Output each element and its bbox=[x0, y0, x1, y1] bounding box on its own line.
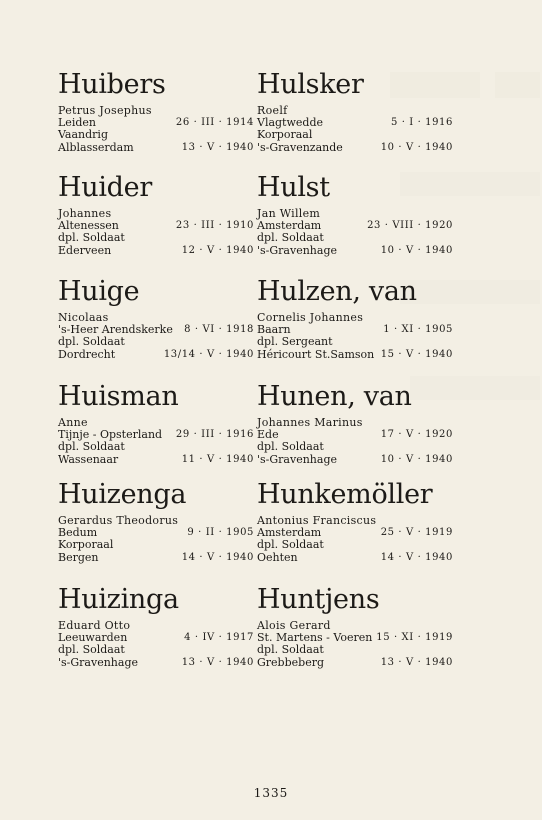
rank: dpl. Soldaat bbox=[58, 439, 125, 453]
rank: dpl. Sergeant bbox=[257, 334, 333, 348]
rank: dpl. Soldaat bbox=[257, 537, 324, 551]
death-date: 14 · V · 1940 bbox=[181, 552, 254, 563]
surname-heading: Huizinga bbox=[58, 584, 179, 615]
death-date: 12 · V · 1940 bbox=[181, 245, 254, 256]
entry-line bbox=[58, 129, 254, 141]
entry-line bbox=[257, 441, 453, 453]
place-of-death: 's-Gravenhage bbox=[58, 656, 138, 669]
death-date: 13 · V · 1940 bbox=[181, 142, 254, 153]
surname-heading: Hulsker bbox=[257, 69, 364, 100]
birth-date: 23 · III · 1910 bbox=[175, 220, 254, 231]
death-date: 15 · V · 1940 bbox=[380, 349, 453, 360]
birth-date: 15 · XI · 1919 bbox=[376, 632, 453, 643]
page-number: 1335 bbox=[253, 786, 289, 800]
memorial-entry bbox=[58, 70, 254, 154]
surname-heading: Hunen, van bbox=[257, 381, 412, 412]
birthplace: St. Martens - Voeren bbox=[257, 631, 373, 644]
rank: dpl. Soldaat bbox=[257, 439, 324, 453]
entry-line bbox=[257, 632, 453, 644]
entry-line bbox=[257, 349, 453, 361]
rank: Vaandrig bbox=[58, 127, 108, 141]
entry-line bbox=[257, 527, 453, 539]
birth-date: 26 · III · 1914 bbox=[175, 117, 254, 128]
death-date: 13 · V · 1940 bbox=[181, 657, 254, 668]
place-of-death: Héricourt St.Samson bbox=[257, 348, 375, 361]
given-names: Eduard Otto bbox=[58, 619, 131, 632]
memorial-entry bbox=[58, 173, 254, 257]
memorial-entry bbox=[257, 173, 453, 257]
place-of-death: Ederveen bbox=[58, 244, 112, 257]
entry-line bbox=[58, 429, 254, 441]
given-names: Antonius Franciscus bbox=[257, 514, 377, 527]
birth-date: 25 · V · 1919 bbox=[380, 527, 453, 538]
memorial-entry bbox=[58, 277, 254, 361]
entry-line bbox=[257, 117, 453, 129]
death-date: 13/14 · V · 1940 bbox=[163, 349, 254, 360]
death-date: 14 · V · 1940 bbox=[380, 552, 453, 563]
birth-date: 1 · XI · 1905 bbox=[383, 324, 453, 335]
entry-line bbox=[257, 232, 453, 244]
memorial-entry bbox=[257, 277, 453, 361]
surname-heading: Huntjens bbox=[257, 584, 380, 615]
rank: dpl. Soldaat bbox=[58, 642, 125, 656]
given-names: Petrus Josephus bbox=[58, 104, 152, 117]
surname-heading: Huisman bbox=[58, 381, 179, 412]
entry-line bbox=[58, 232, 254, 244]
death-date: 10 · V · 1940 bbox=[380, 142, 453, 153]
entry-line bbox=[257, 539, 453, 551]
entry-line bbox=[58, 220, 254, 232]
entry-line bbox=[58, 657, 254, 669]
place-of-death: 's-Gravenzande bbox=[257, 141, 343, 154]
given-names: Gerardus Theodorus bbox=[58, 514, 179, 527]
death-date: 10 · V · 1940 bbox=[380, 454, 453, 465]
birthplace: Ede bbox=[257, 428, 279, 441]
entry-line bbox=[257, 657, 453, 669]
birth-date: 9 · II · 1905 bbox=[187, 527, 254, 538]
birthplace: Bedum bbox=[58, 526, 98, 539]
given-names: Anne bbox=[58, 416, 88, 429]
death-date: 11 · V · 1940 bbox=[181, 454, 254, 465]
place-of-death: 's-Gravenhage bbox=[257, 244, 337, 257]
given-names: Roelf bbox=[257, 104, 288, 117]
entry-line bbox=[257, 245, 453, 257]
given-names: Alois Gerard bbox=[257, 619, 331, 632]
place-of-death: 's-Gravenhage bbox=[257, 453, 337, 466]
birthplace: Amsterdam bbox=[257, 219, 322, 232]
given-names: Johannes Marinus bbox=[257, 416, 363, 429]
place-of-death: Dordrecht bbox=[58, 348, 116, 361]
entry-line bbox=[58, 142, 254, 154]
given-names: Nicolaas bbox=[58, 311, 109, 324]
entry-line bbox=[58, 644, 254, 656]
place-of-death: Bergen bbox=[58, 551, 99, 564]
death-date: 13 · V · 1940 bbox=[380, 657, 453, 668]
entry-line bbox=[257, 429, 453, 441]
entry-line bbox=[257, 129, 453, 141]
surname-heading: Huizenga bbox=[58, 479, 187, 510]
birthplace: Vlagtwedde bbox=[257, 116, 323, 129]
memorial-entry bbox=[257, 382, 453, 466]
birthplace: Leiden bbox=[58, 116, 96, 129]
rank: Korporaal bbox=[257, 127, 313, 141]
place-of-death: Oehten bbox=[257, 551, 298, 564]
memorial-entry bbox=[257, 70, 453, 154]
place-of-death: Wassenaar bbox=[58, 453, 119, 466]
entry-line bbox=[257, 142, 453, 154]
birthplace: Amsterdam bbox=[257, 526, 322, 539]
entry-line bbox=[257, 552, 453, 564]
surname-heading: Huider bbox=[58, 172, 152, 203]
entry-line bbox=[58, 336, 254, 348]
memorial-entry bbox=[257, 480, 453, 564]
death-date: 10 · V · 1940 bbox=[380, 245, 453, 256]
entry-line bbox=[58, 324, 254, 336]
birth-date: 29 · III · 1916 bbox=[175, 429, 254, 440]
birth-date: 8 · VI · 1918 bbox=[184, 324, 254, 335]
memorial-entry bbox=[257, 585, 453, 669]
birth-date: 17 · V · 1920 bbox=[380, 429, 453, 440]
given-names: Cornelis Johannes bbox=[257, 311, 364, 324]
birthplace: Altenessen bbox=[58, 219, 119, 232]
entry-line bbox=[58, 539, 254, 551]
rank: dpl. Soldaat bbox=[58, 334, 125, 348]
entry-line bbox=[58, 349, 254, 361]
entry-line bbox=[257, 336, 453, 348]
entry-line bbox=[58, 441, 254, 453]
surname-heading: Hulzen, van bbox=[257, 276, 417, 307]
surname-heading: Hulst bbox=[257, 172, 330, 203]
entry-line bbox=[58, 527, 254, 539]
entry-line bbox=[58, 552, 254, 564]
surname-heading: Huige bbox=[58, 276, 140, 307]
memorial-entry bbox=[58, 382, 254, 466]
birthplace: Leeuwarden bbox=[58, 631, 128, 644]
entry-line bbox=[257, 324, 453, 336]
place-of-death: Alblasserdam bbox=[58, 141, 134, 154]
entry-line bbox=[257, 644, 453, 656]
memorial-entry bbox=[58, 480, 254, 564]
birthplace: Baarn bbox=[257, 323, 291, 336]
birth-date: 5 · I · 1916 bbox=[390, 117, 453, 128]
entry-line bbox=[58, 117, 254, 129]
birthplace: Tijnje - Opsterland bbox=[58, 428, 163, 441]
birth-date: 4 · IV · 1917 bbox=[184, 632, 254, 643]
given-names: Johannes bbox=[58, 207, 112, 220]
entry-line bbox=[257, 220, 453, 232]
memorial-entry bbox=[58, 585, 254, 669]
surname-heading: Huibers bbox=[58, 69, 166, 100]
rank: Korporaal bbox=[58, 537, 114, 551]
entry-line bbox=[58, 454, 254, 466]
rank: dpl. Soldaat bbox=[257, 230, 324, 244]
given-names: Jan Willem bbox=[257, 207, 321, 220]
rank: dpl. Soldaat bbox=[58, 230, 125, 244]
birthplace: 's-Heer Arendskerke bbox=[58, 323, 173, 336]
entry-line bbox=[257, 454, 453, 466]
entry-line bbox=[58, 245, 254, 257]
rank: dpl. Soldaat bbox=[257, 642, 324, 656]
birth-date: 23 · VIII · 1920 bbox=[367, 220, 453, 231]
surname-heading: Hunkemöller bbox=[257, 479, 433, 510]
place-of-death: Grebbeberg bbox=[257, 656, 324, 669]
entry-line bbox=[58, 632, 254, 644]
